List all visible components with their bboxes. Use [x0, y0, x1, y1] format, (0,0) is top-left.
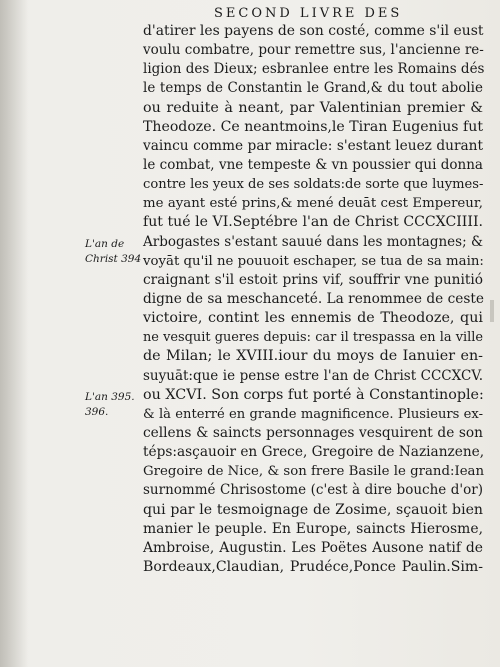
text-line: Ambroise, Augustin. Les Poëtes Ausone natif de [143, 539, 483, 556]
text-line: téps:asçauoir en Grece, Gregoire de Nazianzene, [143, 444, 485, 461]
text-line: & là enterré en grande magnificence. Plusieurs ex- [143, 406, 483, 422]
text-line: fut tué le VI.Septébre l'an de Christ CCCXCIIII. [143, 214, 483, 231]
text-line: manier le peuple. En Europe, saincts Hierosme, [143, 520, 483, 537]
text-line: victoire, contint les ennemis de Theodoze, qui [143, 310, 483, 327]
margin-note: L'an 395. [85, 391, 135, 403]
text-line: suyuāt:que ie pense estre l'an de Christ CCCXCV. [143, 367, 483, 384]
text-line: Theodoze. Ce neantmoins,le Tiran Eugenius fut [143, 118, 483, 135]
body-text [143, 22, 483, 577]
text-line: le combat, vne tempeste & vn poussier qui donna [143, 156, 483, 173]
margin-note: L'an de [85, 238, 125, 250]
text-line: Bordeaux,Claudian, Prudéce,Ponce Paulin.Sim- [143, 558, 483, 575]
text-line: ou reduite à neant, par Valentinian premier & [143, 99, 483, 116]
text-line: vaincu comme par miracle: s'estant leuez durant [143, 137, 483, 154]
text-line: d'atirer les payens de son costé, comme s'il eust [143, 23, 484, 39]
text-line: le temps de Constantin le Grand,& du tout abolie [143, 80, 483, 97]
margin-note: Christ 394 [85, 253, 142, 265]
text-line: surnommé Chrisostome (c'est à dire bouche d'or) [143, 482, 483, 499]
text-line: contre les yeux de ses soldats:de sorte que luymes- [143, 177, 484, 193]
text-line: me ayant esté prins,& mené deuāt cest Empereur, [143, 196, 483, 212]
text-line: ou XCVI. Son corps fut porté à Constantinople: [143, 386, 484, 403]
text-line: voulu combatre, pour remettre sus, l'ancienne re- [143, 42, 484, 59]
gutter-shadow [0, 0, 28, 667]
text-line: Arbogastes s'estant sauué dans les montagnes; & [143, 233, 483, 250]
text-line: cellens & saincts personnages vesquirent de son [143, 424, 483, 441]
running-head: SECOND LIVRE DES [214, 6, 403, 21]
text-line: ligion des Dieux; esbranlee entre les Romains dés [143, 61, 485, 78]
text-line: Gregoire de Nice, & son frere Basile le grand:Iean [143, 464, 485, 480]
text-line: ne vesquit gueres depuis: car il trespassa en la ville [143, 330, 483, 346]
text-line: craignant s'il estoit prins vif, souffrir vne punitió [143, 271, 483, 288]
text-line: qui par le tesmoignage de Zosime, sçauoit bien [143, 501, 483, 518]
text-line: digne de sa meschanceté. La renommee de ceste [143, 290, 484, 307]
margin-note: 396. [85, 406, 109, 418]
text-line: voyāt qu'il ne pouuoit eschaper, se tua de sa main: [143, 253, 484, 269]
page-edge-mark [490, 300, 494, 322]
text-line: de Milan; le XVIII.iour du moys de Ianuier en- [143, 348, 483, 365]
